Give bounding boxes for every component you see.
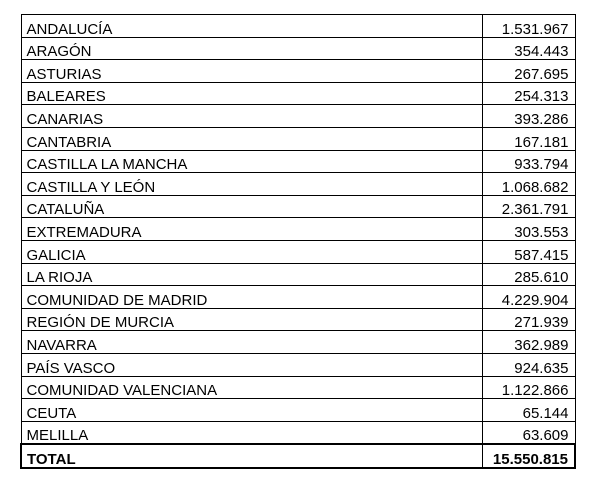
region-name: REGIÓN DE MURCIA xyxy=(21,308,482,331)
region-name: BALEARES xyxy=(21,82,482,105)
table-row xyxy=(21,218,575,241)
table-row xyxy=(21,376,575,399)
total-value: 15.550.815 xyxy=(482,444,575,468)
region-name: NAVARRA xyxy=(21,331,482,354)
region-value: 393.286 xyxy=(482,105,575,128)
table-row xyxy=(21,399,575,422)
region-value: 4.229.904 xyxy=(482,286,575,309)
region-value: 254.313 xyxy=(482,82,575,105)
table-row xyxy=(21,331,575,354)
table-row xyxy=(21,240,575,263)
region-value: 65.144 xyxy=(482,399,575,422)
table-row xyxy=(21,353,575,376)
region-name: GALICIA xyxy=(21,240,482,263)
total-label: TOTAL xyxy=(21,444,482,468)
region-name: CANARIAS xyxy=(21,105,482,128)
region-name: ARAGÓN xyxy=(21,37,482,60)
region-value: 924.635 xyxy=(482,353,575,376)
region-value: 1.122.866 xyxy=(482,376,575,399)
table-row xyxy=(21,37,575,60)
region-value: 303.553 xyxy=(482,218,575,241)
table-row xyxy=(21,127,575,150)
region-value: 63.609 xyxy=(482,421,575,444)
region-value: 271.939 xyxy=(482,308,575,331)
region-name: MELILLA xyxy=(21,421,482,444)
region-name: COMUNIDAD DE MADRID xyxy=(21,286,482,309)
region-name: LA RIOJA xyxy=(21,263,482,286)
region-value: 587.415 xyxy=(482,240,575,263)
total-row xyxy=(21,444,575,468)
region-name: ASTURIAS xyxy=(21,60,482,83)
region-name: ANDALUCÍA xyxy=(21,15,482,38)
region-name: CATALUÑA xyxy=(21,195,482,218)
table-row xyxy=(21,195,575,218)
region-value: 1.531.967 xyxy=(482,15,575,38)
table-row xyxy=(21,421,575,444)
table-row xyxy=(21,150,575,173)
region-value: 167.181 xyxy=(482,127,575,150)
region-value: 285.610 xyxy=(482,263,575,286)
region-value: 354.443 xyxy=(482,37,575,60)
region-table-body xyxy=(21,15,575,468)
table-row xyxy=(21,263,575,286)
region-name: CEUTA xyxy=(21,399,482,422)
region-value: 362.989 xyxy=(482,331,575,354)
region-value: 267.695 xyxy=(482,60,575,83)
region-name: CANTABRIA xyxy=(21,127,482,150)
table-row xyxy=(21,60,575,83)
table-row xyxy=(21,308,575,331)
region-name: CASTILLA LA MANCHA xyxy=(21,150,482,173)
table-row xyxy=(21,286,575,309)
region-value: 1.068.682 xyxy=(482,173,575,196)
table-row xyxy=(21,105,575,128)
region-name: EXTREMADURA xyxy=(21,218,482,241)
region-value: 2.361.791 xyxy=(482,195,575,218)
region-name: COMUNIDAD VALENCIANA xyxy=(21,376,482,399)
table-row xyxy=(21,82,575,105)
table-row xyxy=(21,15,575,38)
region-name: CASTILLA Y LEÓN xyxy=(21,173,482,196)
table-row xyxy=(21,173,575,196)
region-value: 933.794 xyxy=(482,150,575,173)
region-name: PAÍS VASCO xyxy=(21,353,482,376)
region-table xyxy=(20,14,576,469)
